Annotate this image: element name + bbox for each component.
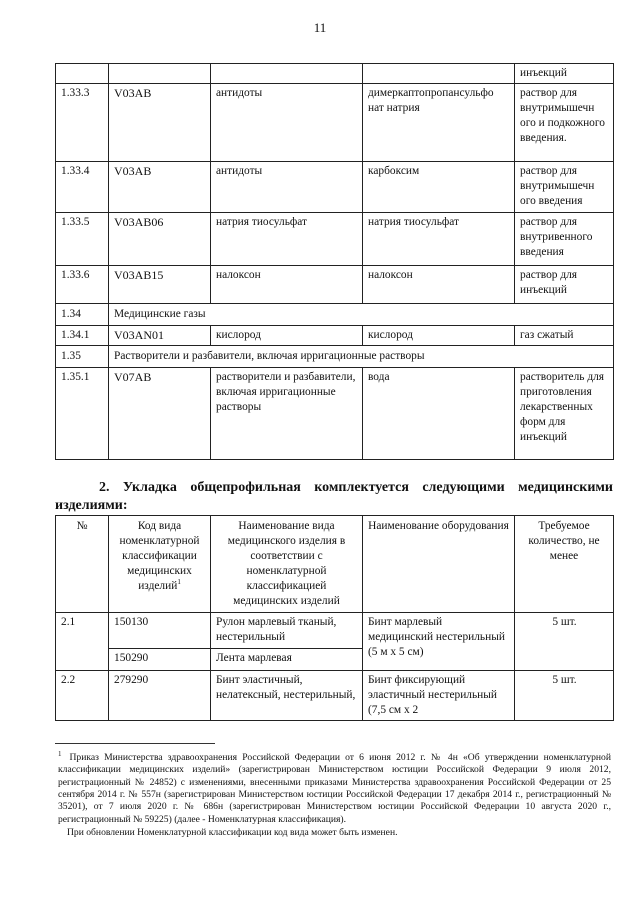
- cell-num: 1.35.1: [56, 368, 109, 460]
- cell-num: 1.35: [56, 346, 109, 368]
- cell-section-title: Растворители и разбавители, включая ирригационные растворы: [109, 346, 614, 368]
- header-name: Наименование вида медицинского изделия в соответствии с номенклатурной классификацией медицинских изделий: [211, 516, 363, 613]
- table-row: [56, 266, 614, 304]
- cell-group: растворители и разбавители, включая ирригационные растворы: [211, 368, 363, 460]
- cell-atc-code: V03AN01: [109, 326, 211, 346]
- table-row: [56, 213, 614, 266]
- cell-name: Рулон марлевый тканый, нестерильный: [211, 613, 363, 649]
- footnote-divider: [55, 743, 215, 744]
- section-row: [56, 304, 614, 326]
- section-row: [56, 346, 614, 368]
- cell-atc-code: V03AB06: [109, 213, 211, 266]
- cell-num: 1.33.6: [56, 266, 109, 304]
- header-qty: Требуемое количество, не менее: [515, 516, 614, 613]
- cell-name: Лента марлевая: [211, 649, 363, 671]
- cell-form: раствор для внутримышечн ого введения: [515, 162, 614, 213]
- cell-qty: 5 шт.: [515, 671, 614, 721]
- cell-inn: [363, 64, 515, 84]
- header-code-text: Код вида номенклатурной классификации медицинских изделий: [119, 520, 200, 592]
- cell-inn: вода: [363, 368, 515, 460]
- cell-atc-code: [109, 64, 211, 84]
- cell-atc-code: V07AB: [109, 368, 211, 460]
- footnote: [58, 748, 611, 839]
- cell-code: 279290: [109, 671, 211, 721]
- table-header-row: [56, 516, 614, 613]
- footnote-text: Приказ Министерства здравоохранения Российской Федерации от 6 июня 2012 г. № 4н «Об утверждении номенклатурной классификации медицинских изделий» (зарегистрирован Министерством юстиции Российской Федерации 9 июля 2012, регистрационный № 24852) с изменениями, внесенными приказами Министерства здравоохранения Российской Федерации от 25 сентября 2014 г. № 557н (зарегистрирован Министерством юстиции Российской Федерации 17 декабря 2014 г., регистрационный № 35201), от 7 июля 2020 г. № 686н (зарегистрирован Министерством юстиции Российской Федерации 10 августа 2020 г., регистрационный № 59225) (далее - Номенклатурная классификация).: [58, 752, 611, 825]
- cell-num: 1.33.4: [56, 162, 109, 213]
- cell-group: натрия тиосульфат: [211, 213, 363, 266]
- header-code: [109, 516, 211, 613]
- table-row: [56, 162, 614, 213]
- cell-code: 150130: [109, 613, 211, 649]
- table-row: [56, 368, 614, 460]
- cell-code: 150290: [109, 649, 211, 671]
- cell-form: инъекций: [515, 64, 614, 84]
- cell-equipment: Бинт марлевый медицинский нестерильный (5 м х 5 см): [363, 613, 515, 671]
- header-equipment: Наименование оборудования: [363, 516, 515, 613]
- cell-atc-code: V03AB15: [109, 266, 211, 304]
- cell-group: [211, 64, 363, 84]
- cell-form: газ сжатый: [515, 326, 614, 346]
- cell-inn: димеркаптопропансульфо нат натрия: [363, 84, 515, 162]
- cell-form: раствор для внутримышечн ого и подкожного введения.: [515, 84, 614, 162]
- cell-atc-code: V03AB: [109, 84, 211, 162]
- cell-group: налоксон: [211, 266, 363, 304]
- cell-section-title: Медицинские газы: [109, 304, 614, 326]
- cell-inn: карбоксим: [363, 162, 515, 213]
- table-row: [56, 671, 614, 721]
- cell-group: кислород: [211, 326, 363, 346]
- cell-num: 1.34.1: [56, 326, 109, 346]
- cell-form: раствор для внутривенного введения: [515, 213, 614, 266]
- drug-table: [55, 63, 614, 460]
- table-row: [56, 613, 614, 649]
- cell-group: антидоты: [211, 84, 363, 162]
- cell-num: 1.34: [56, 304, 109, 326]
- medical-devices-table: [55, 515, 614, 721]
- cell-inn: натрия тиосульфат: [363, 213, 515, 266]
- footnote-note: При обновлении Номенклатурной классификации код вида может быть изменен.: [67, 826, 398, 838]
- cell-inn: кислород: [363, 326, 515, 346]
- footnote-ref: 1: [177, 578, 181, 587]
- cell-group: антидоты: [211, 162, 363, 213]
- cell-form: растворитель для приготовления лекарственных форм для инъекций: [515, 368, 614, 460]
- cell-num: 1.33.3: [56, 84, 109, 162]
- header-num: №: [56, 516, 109, 613]
- cell-num: [56, 64, 109, 84]
- footnote-marker: 1: [58, 750, 62, 758]
- page-number: 11: [313, 20, 327, 35]
- cell-form: раствор для инъекций: [515, 266, 614, 304]
- cell-num: 2.2: [56, 671, 109, 721]
- cell-equipment: Бинт фиксирующий эластичный нестерильный (7,5 см х 2: [363, 671, 515, 721]
- cell-num: 2.1: [56, 613, 109, 671]
- cell-qty: 5 шт.: [515, 613, 614, 671]
- table-row: [56, 64, 614, 84]
- cell-name: Бинт эластичный, нелатексный, нестерильный,: [211, 671, 363, 721]
- cell-num: 1.33.5: [56, 213, 109, 266]
- table-row: [56, 326, 614, 346]
- section-2-heading: 2. Укладка общепрофильная комплектуется следующими медицинскими изделиями:: [55, 480, 613, 513]
- cell-inn: налоксон: [363, 266, 515, 304]
- cell-atc-code: V03AB: [109, 162, 211, 213]
- table-row: [56, 84, 614, 162]
